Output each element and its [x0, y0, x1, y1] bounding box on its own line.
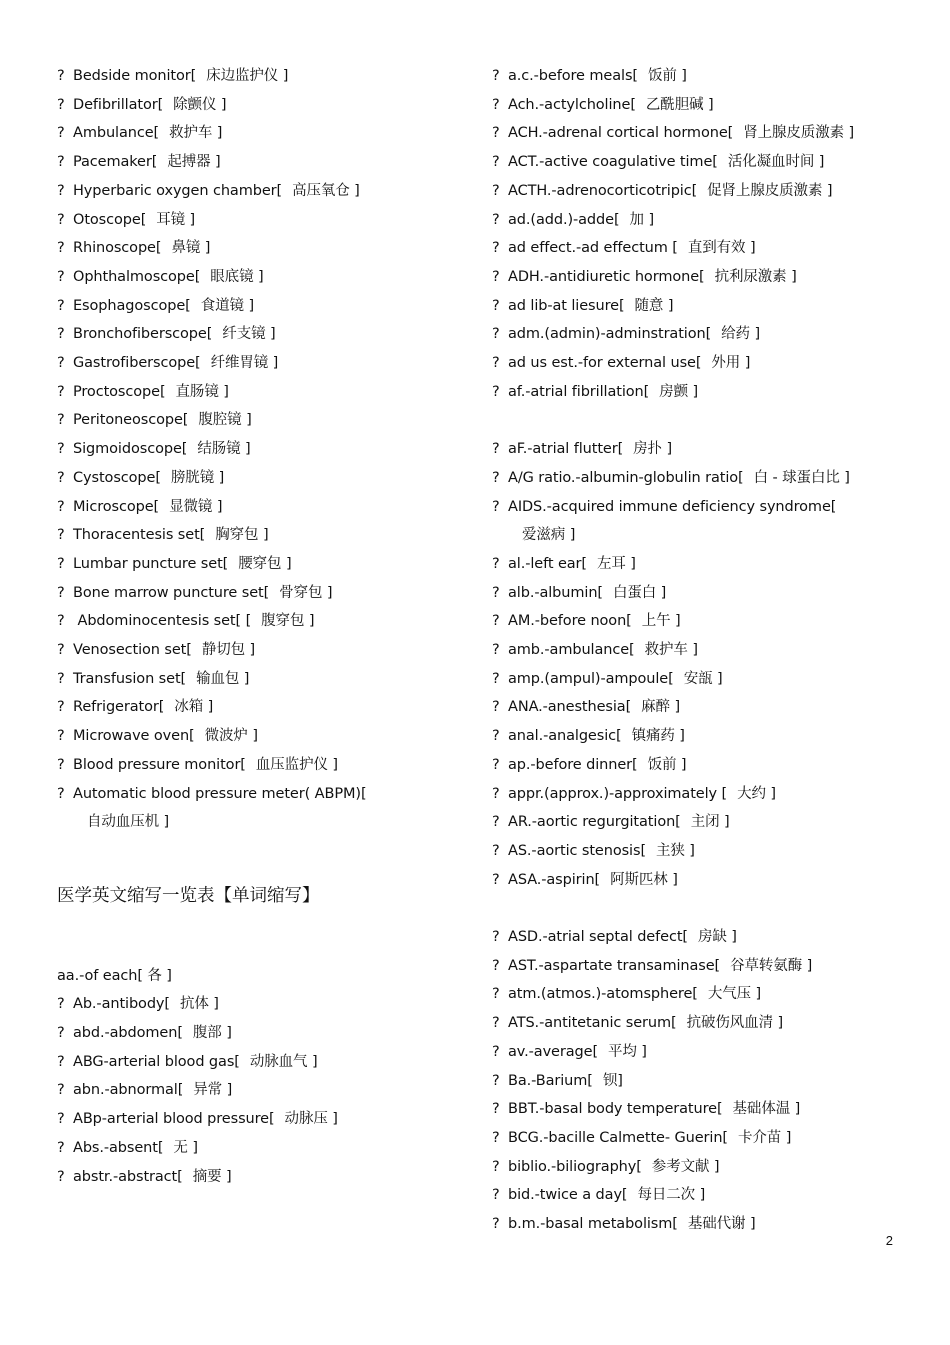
bullet-marker: ? [57, 756, 65, 773]
bullet-marker: ? [492, 814, 500, 831]
list-item [492, 980, 897, 1009]
chinese-term: 乙酰胆碱 ] [645, 96, 714, 113]
list-item [57, 91, 457, 120]
bullet-marker: ? [492, 1101, 500, 1118]
chinese-term: 微波炉 ] [204, 728, 258, 745]
list-item [492, 320, 897, 349]
list-item [492, 952, 897, 981]
english-term: AIDS.-acquired immune deficiency syndrome[ [508, 498, 837, 515]
english-term: ACT.-active coagulative time[ [508, 154, 718, 171]
chinese-term: 房缺 ] [697, 929, 737, 946]
english-term: Abdominocentesis set[ [ [73, 613, 252, 630]
bullet-marker: ? [57, 728, 65, 745]
chinese-term: 腰穿包 ] [238, 555, 292, 572]
chinese-term: 平均 ] [608, 1043, 647, 1060]
list-item [57, 349, 457, 378]
list-item [492, 119, 897, 148]
list-item [492, 665, 897, 694]
chinese-term: 输血包 ] [196, 670, 250, 687]
english-term: aF.-atrial flutter[ [508, 441, 624, 458]
list-item [57, 751, 457, 780]
bullet-marker: ? [57, 355, 65, 372]
bullet-marker: ? [57, 412, 65, 429]
bullet-marker: ? [57, 96, 65, 113]
list-item [57, 234, 457, 263]
list-item [57, 780, 457, 837]
english-term: Sigmoidoscope[ [73, 441, 188, 458]
chinese-term: 直肠镜 ] [175, 383, 229, 400]
english-term: Thoracentesis set[ [73, 527, 206, 544]
chinese-term: 基础体温 ] [732, 1101, 801, 1118]
bullet-marker: ? [492, 355, 500, 372]
chinese-term: 上午 ] [641, 613, 681, 630]
chinese-term: 每日二次 ] [637, 1187, 706, 1204]
chinese-term: 卡介苗 ] [737, 1129, 792, 1146]
list-item [492, 1124, 897, 1153]
chinese-term: 大气压 ] [707, 986, 762, 1003]
english-term: abn.-abnormal[ [73, 1082, 184, 1099]
list-item [492, 349, 897, 378]
list-item [57, 62, 457, 91]
chinese-term: 无 ] [173, 1139, 198, 1156]
list-item [492, 62, 897, 91]
bullet-marker: ? [57, 268, 65, 285]
list-item [492, 579, 897, 608]
bullet-marker: ? [492, 469, 500, 486]
chinese-term: 左耳 ] [596, 555, 636, 572]
english-term: alb.-albumin[ [508, 584, 603, 601]
list-item [492, 378, 897, 407]
chinese-term: 加 ] [629, 211, 654, 228]
list-item [57, 435, 457, 464]
bullet-marker: ? [492, 613, 500, 630]
bullet-marker: ? [57, 584, 65, 601]
bullet-marker: ? [57, 1139, 65, 1156]
english-term: Transfusion set[ [73, 670, 187, 687]
english-term: Ophthalmoscope[ [73, 268, 201, 285]
chinese-term: 救护车 ] [644, 642, 698, 659]
list-item [57, 320, 457, 349]
bullet-marker: ? [492, 125, 500, 142]
list-item [492, 1210, 897, 1239]
english-term: biblio.-biliography[ [508, 1158, 642, 1175]
chinese-term: 镇痛药 ] [631, 728, 685, 745]
english-term: ad us est.-for external use[ [508, 355, 702, 372]
list-item [57, 148, 457, 177]
left-column [57, 62, 457, 1191]
english-term: atm.(atmos.)-atomsphere[ [508, 986, 698, 1003]
chinese-term: 结肠镜 ] [197, 441, 251, 458]
chinese-term: 动脉血气 ] [249, 1053, 318, 1070]
chinese-term: 救护车 ] [169, 125, 223, 142]
list-item [492, 493, 897, 550]
bullet-marker: ? [492, 584, 500, 601]
english-term: AST.-aspartate transaminase[ [508, 957, 721, 974]
bullet-marker: ? [492, 670, 500, 687]
english-term: Abs.-absent[ [73, 1139, 164, 1156]
list-item [57, 579, 457, 608]
english-term: Esophagoscope[ [73, 297, 191, 314]
list-item [57, 1134, 457, 1163]
english-term: abstr.-abstract[ [73, 1168, 183, 1185]
english-term: ad lib-at liesure[ [508, 297, 625, 314]
chinese-term: 抗利尿激素 ] [714, 268, 797, 285]
bullet-marker: ? [57, 441, 65, 458]
english-term: Ba.-Barium[ [508, 1072, 593, 1089]
chinese-term: 主狭 ] [656, 842, 695, 859]
list-item [492, 177, 897, 206]
chinese-term: 麻醉 ] [641, 699, 681, 716]
list-item [57, 1105, 457, 1134]
list-item [57, 1163, 457, 1192]
abbreviation-group-1 [492, 62, 897, 406]
abbreviation-list-left [57, 990, 457, 1191]
bullet-marker: ? [492, 957, 500, 974]
english-term: Pacemaker[ [73, 154, 158, 171]
english-term: b.m.-basal metabolism[ [508, 1216, 678, 1233]
english-term: Venosection set[ [73, 642, 192, 659]
english-term: ACH.-adrenal cortical hormone[ [508, 125, 734, 142]
english-term: Ach.-actylcholine[ [508, 96, 636, 113]
chinese-term: 纤维胃镜 ] [210, 355, 279, 372]
chinese-term: 参考文献 ] [651, 1158, 720, 1175]
english-term: Ab.-antibody[ [73, 996, 170, 1013]
bullet-marker: ? [57, 1082, 65, 1099]
english-term: ACTH.-adrenocorticotripic[ [508, 182, 698, 199]
chinese-term: 腹腔镜 ] [198, 412, 252, 429]
list-item [57, 177, 457, 206]
chinese-term: 床边监护仪 ] [206, 68, 289, 84]
list-item [57, 464, 457, 493]
english-term: Ambulance[ [73, 125, 160, 142]
bullet-marker: ? [57, 1111, 65, 1128]
bullet-marker: ? [492, 1015, 500, 1032]
english-term: Gastrofiberscope[ [73, 355, 201, 372]
bullet-marker: ? [57, 297, 65, 314]
english-term: amb.-ambulance[ [508, 642, 635, 659]
chinese-term: 血压监护仪 ] [255, 756, 338, 773]
list-item [492, 607, 897, 636]
bullet-marker: ? [57, 68, 65, 84]
english-term: AM.-before noon[ [508, 613, 632, 630]
english-term: Microscope[ [73, 498, 160, 515]
english-term: Hyperbaric oxygen chamber[ [73, 182, 283, 199]
abbreviation-group-3 [492, 923, 897, 1239]
chinese-term: 高压氧仓 ] [292, 182, 360, 199]
chinese-term: 白蛋白 ] [612, 584, 667, 601]
list-item [492, 636, 897, 665]
list-item [492, 234, 897, 263]
chinese-term: 肾上腺皮质激素 ] [743, 125, 855, 142]
equipment-list [57, 62, 457, 837]
list-item [492, 837, 897, 866]
list-item [492, 923, 897, 952]
chinese-term: 自动血压机 ] [87, 814, 170, 831]
bullet-marker: ? [57, 670, 65, 687]
list-item [57, 119, 457, 148]
english-term: ap.-before dinner[ [508, 756, 638, 773]
chinese-term: 饭前 ] [647, 756, 687, 773]
spacer [57, 837, 457, 866]
chinese-term: 摘要 ] [192, 1168, 232, 1185]
bullet-marker: ? [492, 96, 500, 113]
english-term: anal.-analgesic[ [508, 728, 622, 745]
list-item [492, 91, 897, 120]
list-item [492, 722, 897, 751]
bullet-marker: ? [492, 182, 500, 199]
chinese-term: 腹部 ] [192, 1025, 232, 1042]
english-term: ad.(add.)-adde[ [508, 211, 620, 228]
list-item [57, 378, 457, 407]
chinese-term: 冰箱 ] [174, 699, 214, 716]
bullet-marker: ? [492, 785, 500, 802]
bullet-marker: ? [492, 1043, 500, 1060]
english-term: a.c.-before meals[ [508, 68, 638, 84]
list-item [492, 1067, 897, 1096]
bullet-marker: ? [57, 469, 65, 486]
list-item [492, 866, 897, 895]
chinese-term: 安瓿 ] [683, 670, 723, 687]
abbreviation-group-2 [492, 435, 897, 894]
chinese-term: 抗破伤风血清 ] [686, 1015, 784, 1032]
english-term: ANA.-anesthesia[ [508, 699, 632, 716]
list-item [492, 550, 897, 579]
english-term: Blood pressure monitor[ [73, 756, 246, 773]
english-term: ASD.-atrial septal defect[ [508, 929, 688, 946]
bullet-marker: ? [492, 871, 500, 888]
chinese-term: 腹穿包 ] [261, 613, 315, 630]
english-term: BCG.-bacille Calmette- Guerin[ [508, 1129, 728, 1146]
bullet-marker: ? [492, 1129, 500, 1146]
list-item [57, 722, 457, 751]
english-term: Refrigerator[ [73, 699, 165, 716]
bullet-marker: ? [492, 728, 500, 745]
chinese-term: 活化凝血时间 ] [727, 154, 825, 171]
english-term: AR.-aortic regurgitation[ [508, 814, 681, 831]
chinese-term: 外用 ] [711, 355, 751, 372]
english-term: Bronchofiberscope[ [73, 326, 213, 343]
list-item [57, 1048, 457, 1077]
bullet-marker: ? [57, 996, 65, 1013]
list-item [57, 493, 457, 522]
list-item [57, 550, 457, 579]
english-term: Otoscope[ [73, 211, 147, 228]
english-term: ATS.-antitetanic serum[ [508, 1015, 677, 1032]
list-item [57, 406, 457, 435]
spacer [492, 894, 897, 923]
bullet-marker: ? [492, 1187, 500, 1204]
chinese-term: 房颤 ] [659, 383, 699, 400]
bullet-marker: ? [492, 1158, 500, 1175]
english-term: AS.-aortic stenosis[ [508, 842, 646, 859]
list-item [492, 1181, 897, 1210]
list-item [57, 263, 457, 292]
bullet-marker: ? [492, 240, 500, 257]
bullet-marker: ? [57, 211, 65, 228]
chinese-term: 给药 ] [721, 326, 761, 343]
list-item [492, 292, 897, 321]
list-item [492, 1038, 897, 1067]
list-item [57, 206, 457, 235]
chinese-term: 鼻镜 ] [171, 240, 211, 257]
bullet-marker: ? [57, 182, 65, 199]
list-item [492, 751, 897, 780]
english-term: appr.(approx.)-approximately [ [508, 785, 728, 802]
chinese-term: 动脉压 ] [284, 1111, 338, 1128]
english-term: adm.(admin)-adminstration[ [508, 326, 712, 343]
english-term: Rhinoscope[ [73, 240, 162, 257]
list-item [492, 808, 897, 837]
spacer [492, 406, 897, 435]
list-item [57, 636, 457, 665]
bullet-marker: ? [57, 642, 65, 659]
chinese-term: 爱滋病 ] [522, 527, 576, 544]
list-item [492, 206, 897, 235]
bullet-marker: ? [492, 154, 500, 171]
list-item [492, 780, 897, 809]
english-term: Peritoneoscope[ [73, 412, 189, 429]
list-item [57, 665, 457, 694]
english-term: av.-average[ [508, 1043, 598, 1060]
list-item [57, 693, 457, 722]
page-number: 2 [885, 1233, 893, 1248]
list-item [492, 1095, 897, 1124]
list-item [57, 292, 457, 321]
english-term: bid.-twice a day[ [508, 1187, 628, 1204]
bullet-marker: ? [492, 1216, 500, 1233]
bullet-marker: ? [492, 383, 500, 400]
bullet-marker: ? [57, 154, 65, 171]
bullet-marker: ? [492, 498, 500, 515]
english-term: ad effect.-ad effectum [ [508, 240, 678, 257]
section-heading: 医学英文缩写一览表【单词缩写】 [57, 885, 320, 906]
english-term: ASA.-aspirin[ [508, 871, 601, 888]
chinese-term: 抗体 ] [179, 996, 219, 1013]
chinese-term: 促肾上腺皮质激素 ] [707, 182, 833, 199]
chinese-term: 骨穿包 ] [279, 584, 333, 601]
chinese-term: 胸穿包 ] [215, 527, 269, 544]
list-item [492, 148, 897, 177]
chinese-term: 静切包 ] [201, 642, 256, 659]
bullet-marker: ? [492, 268, 500, 285]
bullet-marker: ? [492, 986, 500, 1003]
bullet-marker: ? [57, 1025, 65, 1042]
list-item [492, 464, 897, 493]
bullet-marker: ? [57, 1053, 65, 1070]
bullet-marker: ? [57, 383, 65, 400]
bullet-marker: ? [492, 68, 500, 84]
chinese-term: 异常 ] [193, 1082, 233, 1099]
english-term: Cystoscope[ [73, 469, 161, 486]
bullet-marker: ? [57, 498, 65, 515]
bullet-marker: ? [57, 1168, 65, 1185]
english-term: BBT.-basal body temperature[ [508, 1101, 723, 1118]
chinese-term: 随意 ] [634, 297, 674, 314]
chinese-term: 显微镜 ] [169, 498, 223, 515]
english-term: Bone marrow puncture set[ [73, 584, 270, 601]
english-term: amp.(ampul)-ampoule[ [508, 670, 674, 687]
chinese-term: 房扑 ] [633, 441, 673, 458]
bullet-marker: ? [57, 785, 65, 802]
english-term: A/G ratio.-albumin-globulin ratio[ [508, 469, 744, 486]
chinese-term: 纤支镜 ] [222, 326, 276, 343]
english-term: ADH.-antidiuretic hormone[ [508, 268, 705, 285]
english-term: ABG-arterial blood gas[ [73, 1053, 240, 1070]
bullet-marker: ? [57, 240, 65, 257]
list-item [57, 1076, 457, 1105]
chinese-term: 起搏器 ] [167, 154, 221, 171]
list-item [492, 435, 897, 464]
abbreviation-entry-aa: aa.-of each[ 各 ] [57, 967, 172, 984]
chinese-term: 膀胱镜 ] [170, 469, 225, 486]
english-term: Defibrillator[ [73, 96, 164, 113]
chinese-term: 谷草转氨酶 ] [730, 957, 813, 974]
chinese-term: 阿斯匹林 ] [610, 871, 678, 888]
english-term: abd.-abdomen[ [73, 1025, 183, 1042]
english-term: Proctoscope[ [73, 383, 166, 400]
english-term: Lumbar puncture set[ [73, 555, 229, 572]
bullet-marker: ? [57, 125, 65, 142]
bullet-marker: ? [57, 527, 65, 544]
list-item [57, 607, 457, 636]
english-term: Microwave oven[ [73, 728, 195, 745]
bullet-marker: ? [492, 555, 500, 572]
list-item [57, 990, 457, 1019]
right-column [492, 62, 897, 1239]
bullet-marker: ? [492, 842, 500, 859]
chinese-term: 耳镜 ] [156, 211, 196, 228]
bullet-marker: ? [57, 326, 65, 343]
list-item [492, 1009, 897, 1038]
chinese-term: 白 - 球蛋白比 ] [753, 469, 850, 486]
bullet-marker: ? [492, 211, 500, 228]
english-term: Automatic blood pressure meter( ABPM)[ [73, 785, 367, 802]
english-term: Bedside monitor[ [73, 68, 197, 84]
bullet-marker: ? [57, 555, 65, 572]
chinese-term: 直到有效 ] [687, 240, 756, 257]
chinese-term: 饭前 ] [647, 68, 687, 84]
chinese-term: 除颤仪 ] [173, 96, 227, 113]
bullet-marker: ? [57, 699, 65, 716]
chinese-term: 眼底镜 ] [210, 268, 264, 285]
bullet-marker: ? [492, 756, 500, 773]
list-item [57, 1019, 457, 1048]
list-item [492, 1153, 897, 1182]
bullet-marker: ? [492, 297, 500, 314]
list-item [492, 263, 897, 292]
chinese-term: 基础代谢 ] [687, 1216, 756, 1233]
bullet-marker: ? [492, 1072, 500, 1089]
bullet-marker: ? [492, 441, 500, 458]
bullet-marker: ? [492, 642, 500, 659]
english-term: al.-left ear[ [508, 555, 587, 572]
chinese-term: 钡] [602, 1072, 623, 1089]
chinese-term: 食道镜 ] [200, 297, 255, 314]
bullet-marker: ? [492, 699, 500, 716]
bullet-marker: ? [492, 929, 500, 946]
list-item [57, 521, 457, 550]
list-item [492, 693, 897, 722]
chinese-term: 主闭 ] [690, 814, 730, 831]
bullet-marker: ? [57, 613, 65, 630]
english-term: af.-atrial fibrillation[ [508, 383, 650, 400]
english-term: ABp-arterial blood pressure[ [73, 1111, 275, 1128]
bullet-marker: ? [492, 326, 500, 343]
chinese-term: 大约 ] [737, 785, 776, 802]
